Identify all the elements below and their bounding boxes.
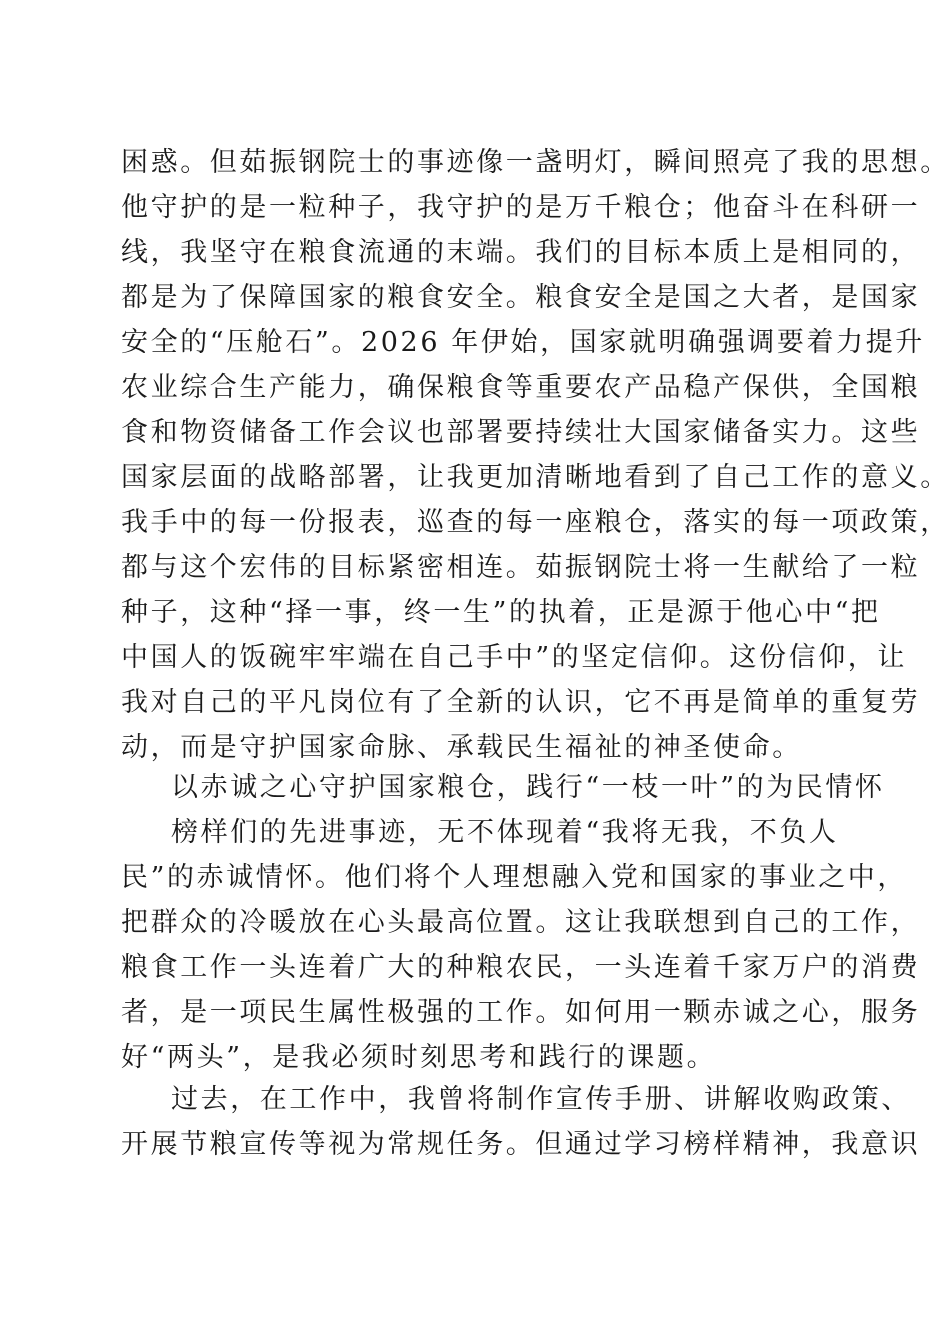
text-line: 安全的“压舱石”。2026 年伊始，国家就明确强调要着力提升 [121, 327, 925, 358]
text-line: 动，而是守护国家命脉、承载民生福祉的神圣使命。 [121, 732, 802, 763]
text-line: 民”的赤诚情怀。他们将个人理想融入党和国家的事业之中， [121, 862, 908, 893]
text-line: 国家层面的战略部署，让我更加清晰地看到了自己工作的意义。 [121, 462, 950, 493]
text-line: 者，是一项民生属性极强的工作。如何用一颗赤诚之心，服务 [121, 997, 921, 1028]
text-line: 他守护的是一粒种子，我守护的是万千粮仓；他奋斗在科研一 [121, 192, 921, 223]
text-line: 食和物资储备工作会议也部署要持续壮大国家储备实力。这些 [121, 417, 921, 448]
section-heading: 以赤诚之心守护国家粮仓，践行“一枝一叶”的为民情怀 [171, 772, 885, 803]
text-line: 我对自己的平凡岗位有了全新的认识，它不再是简单的重复劳 [121, 687, 921, 718]
text-line: 过去，在工作中，我曾将制作宣传手册、讲解收购政策、 [171, 1084, 911, 1115]
text-line: 我手中的每一份报表，巡查的每一座粮仓，落实的每一项政策， [121, 507, 950, 538]
text-line: 农业综合生产能力，确保粮食等重要农产品稳产保供，全国粮 [121, 372, 921, 403]
text-line: 中国人的饭碗牢牢端在自己手中”的坚定信仰。这份信仰，让 [121, 642, 908, 673]
text-line: 种子，这种“择一事，终一生”的执着，正是源于他心中“把 [121, 597, 881, 628]
text-line: 都是为了保障国家的粮食安全。粮食安全是国之大者，是国家 [121, 282, 921, 313]
text-line: 粮食工作一头连着广大的种粮农民，一头连着千家万户的消费 [121, 952, 921, 983]
text-line: 困惑。但茹振钢院士的事迹像一盏明灯，瞬间照亮了我的思想。 [121, 147, 950, 178]
text-line: 榜样们的先进事迹，无不体现着“我将无我，不负人 [171, 817, 839, 848]
text-line: 开展节粮宣传等视为常规任务。但通过学习榜样精神，我意识 [121, 1129, 921, 1160]
text-line: 线，我坚守在粮食流通的末端。我们的目标本质上是相同的， [121, 237, 921, 268]
text-line: 好“两头”，是我必须时刻思考和践行的课题。 [121, 1042, 717, 1073]
text-line: 把群众的冷暖放在心头最高位置。这让我联想到自己的工作， [121, 907, 921, 938]
text-line: 都与这个宏伟的目标紧密相连。茹振钢院士将一生献给了一粒 [121, 552, 921, 583]
